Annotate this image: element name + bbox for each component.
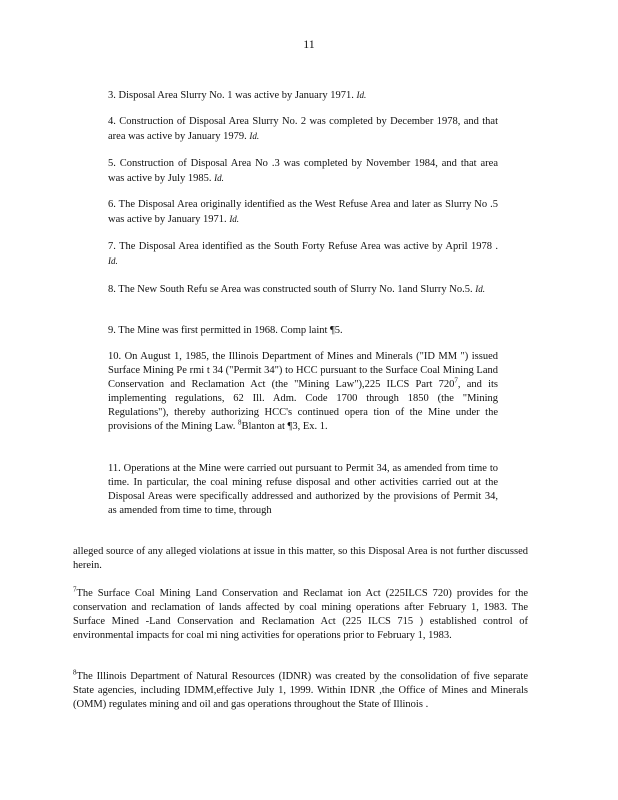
paragraph-11 (108, 462, 498, 518)
paragraph-8 (108, 282, 498, 297)
paragraph-text-cont: , and its implementing regulations, 62 Ill. Adm. Code 1700 through 1850 (the "Mining Regulations"), thereby authorizing HCC's continued opera tion of the Mine under the provisions of the Mining Law. (108, 379, 499, 432)
footnote-carryover: alleged source of any alleged violations at issue in this matter, so this Disposal Area is not further discussed herein. (73, 546, 528, 571)
paragraph-text-tail: Blanton at ¶3, Ex. 1. (241, 421, 328, 432)
citation: Id. (108, 256, 118, 266)
paragraph-7 (108, 240, 498, 269)
footnote-8 (73, 670, 528, 712)
page-number: 11 (303, 37, 315, 51)
paragraph-text: 9. The Mine was first permitted in 1968. Comp laint ¶5. (108, 325, 343, 336)
paragraph-text: 3. Disposal Area Slurry No. 1 was active by January 1971. (108, 90, 354, 101)
paragraph-text: 7. The Disposal Area identified as the South Forty Refuse Area was active by April 1978 . (108, 241, 498, 252)
footnote-7 (73, 587, 528, 643)
footnote-text: The Surface Coal Mining Land Conservation and Reclamat ion Act (225ILCS 720) provides for the conservation and reclamation of lands affected by coal mining operations after February 1, 1983. The Surface Mined -Land Conservation and Reclamation Act (225 ILCS 715 ) established control of environmental impacts for coal mi ning activities for operations prior to February 1, 1983. (73, 588, 528, 641)
paragraph-6 (108, 198, 498, 227)
paragraph-4 (108, 115, 498, 144)
citation: Id. (214, 173, 224, 183)
footnote-mark: 8 (73, 668, 77, 677)
paragraph-9 (108, 324, 498, 338)
paragraph-10 (108, 350, 498, 434)
paragraph-text: 8. The New South Refu se Area was constructed south of Slurry No. 1and Slurry No.5. (108, 284, 473, 295)
citation: Id. (356, 90, 367, 100)
paragraph-3 (108, 88, 498, 103)
citation: Id. (229, 214, 240, 224)
footnote-text: The Illinois Department of Natural Resources (IDNR) was created by the consolidation of five separate State agencies, including IDMM,effective July 1, 1999. Within IDNR ,the Office of Mines and Minerals (OMM) regulates mining and oil and gas operations throughout the State of Illinois . (73, 671, 528, 710)
paragraph-text: 4. Construction of Disposal Area Slurry No. 2 was completed by December 1978, and that area was active by January 1979. (108, 116, 498, 142)
paragraph-text: 5. Construction of Disposal Area No .3 was completed by November 1984, and that area was active by July 1985. (108, 158, 498, 184)
paragraph-text: 10. On August 1, 1985, the Illinois Department of Mines and Minerals ("ID MM ") issued Surface Mining Pe rmi t 34 ("Permit 34") to HCC pursuant to the Surface Coal Mining Land Conservation and Reclamation Act (the "Mining Law"),225 ILCS Part 720 (108, 351, 498, 390)
paragraph-text: 6. The Disposal Area originally identified as the West Refuse Area and later as Slurry No .5 was active by January 1971. (108, 199, 498, 225)
footnote-mark: 7 (73, 585, 77, 594)
citation: Id. (249, 131, 260, 141)
footnote-ref-8: 8 (237, 418, 242, 427)
citation: Id. (475, 284, 485, 294)
footnote-ref-7: 7 (454, 376, 458, 385)
paragraph-text: 11. Operations at the Mine were carried out pursuant to Permit 34, as amended from time to time. In particular, the coal mining refuse disposal and other activities carried out at the Disposal Areas were specifically addressed and authorized by the provisions of Permit 34, as amended from time to time, through (108, 463, 498, 516)
paragraph-5 (108, 157, 498, 186)
